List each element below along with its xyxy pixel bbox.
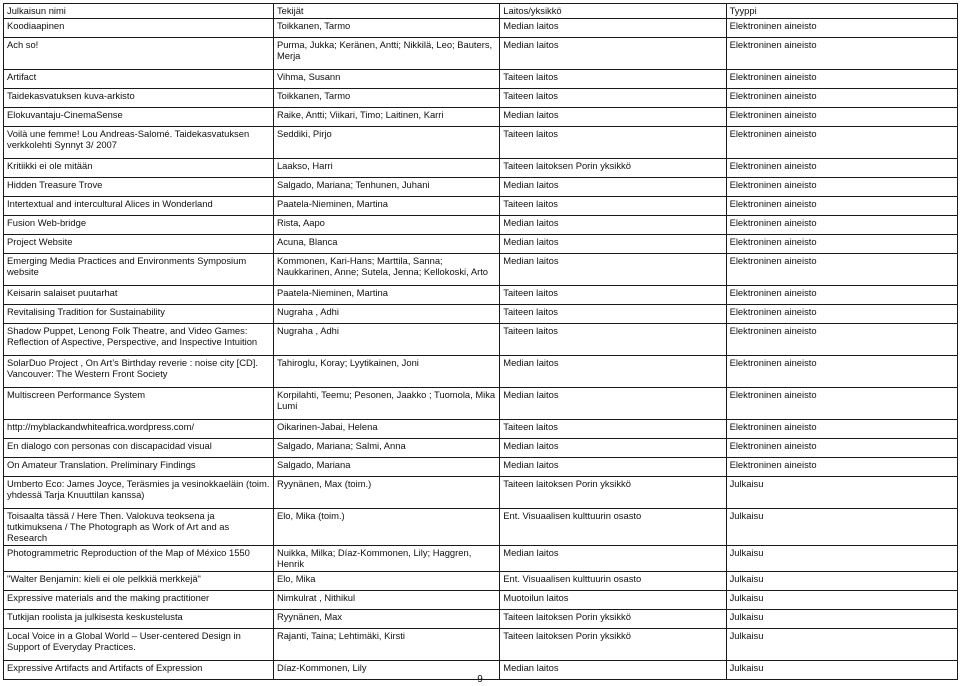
table-row <box>4 254 958 286</box>
row-authors: Rajanti, Taina; Lehtimäki, Kirsti <box>273 629 499 661</box>
row-authors: Oikarinen-Jabai, Helena <box>273 420 499 439</box>
row-type: Julkaisu <box>726 610 957 629</box>
row-type: Julkaisu <box>726 477 957 509</box>
row-authors: Ryynänen, Max <box>273 610 499 629</box>
table-row <box>4 509 958 546</box>
row-type: Elektroninen aineisto <box>726 197 957 216</box>
table-row <box>4 477 958 509</box>
row-title: Emerging Media Practices and Environments Symposium website <box>4 254 274 286</box>
row-unit: Taiteen laitos <box>500 89 726 108</box>
table-row <box>4 108 958 127</box>
row-type: Julkaisu <box>726 591 957 610</box>
row-type: Elektroninen aineisto <box>726 388 957 420</box>
row-unit: Taiteen laitoksen Porin yksikkö <box>500 610 726 629</box>
table-row <box>4 388 958 420</box>
row-unit: Taiteen laitos <box>500 305 726 324</box>
row-authors: Díaz-Kommonen, Lily <box>273 661 499 680</box>
row-unit: Ent. Visuaalisen kulttuurin osasto <box>500 572 726 591</box>
row-unit: Taiteen laitoksen Porin yksikkö <box>500 629 726 661</box>
header-title: Julkaisun nimi <box>4 4 274 19</box>
row-unit: Taiteen laitos <box>500 286 726 305</box>
publications-table <box>3 3 958 680</box>
row-type: Julkaisu <box>726 509 957 546</box>
row-unit: Taiteen laitos <box>500 127 726 159</box>
page-number: 9 <box>477 674 483 685</box>
row-unit: Median laitos <box>500 108 726 127</box>
row-title: Taidekasvatuksen kuva-arkisto <box>4 89 274 108</box>
row-authors: Paatela-Nieminen, Martina <box>273 197 499 216</box>
row-unit: Taiteen laitos <box>500 197 726 216</box>
row-authors: Salgado, Mariana; Tenhunen, Juhani <box>273 178 499 197</box>
row-authors: Salgado, Mariana; Salmi, Anna <box>273 439 499 458</box>
row-unit: Taiteen laitoksen Porin yksikkö <box>500 477 726 509</box>
row-authors: Salgado, Mariana <box>273 458 499 477</box>
row-unit: Median laitos <box>500 439 726 458</box>
table-row <box>4 610 958 629</box>
row-unit: Taiteen laitos <box>500 70 726 89</box>
row-authors: Acuna, Blanca <box>273 235 499 254</box>
row-unit: Median laitos <box>500 458 726 477</box>
table-row <box>4 420 958 439</box>
row-type: Julkaisu <box>726 629 957 661</box>
table-row <box>4 286 958 305</box>
row-unit: Median laitos <box>500 661 726 680</box>
row-authors: Purma, Jukka; Keränen, Antti; Nikkilä, Leo; Bauters, Merja <box>273 38 499 70</box>
row-title: Toisaalta tässä / Here Then. Valokuva teoksena ja tutkimuksena / The Photograph as Work of Art and as Research <box>4 509 274 546</box>
row-unit: Median laitos <box>500 388 726 420</box>
row-unit: Median laitos <box>500 254 726 286</box>
table-row <box>4 216 958 235</box>
table-row <box>4 70 958 89</box>
row-title: Koodiaapinen <box>4 19 274 38</box>
row-authors: Seddiki, Pirjo <box>273 127 499 159</box>
row-title: Expressive materials and the making practitioner <box>4 591 274 610</box>
row-unit: Muotoilun laitos <box>500 591 726 610</box>
row-authors: Nuikka, Milka; Díaz-Kommonen, Lily; Haggren, Henrik <box>273 546 499 572</box>
row-title: Multiscreen Performance System <box>4 388 274 420</box>
table-row <box>4 546 958 572</box>
row-type: Elektroninen aineisto <box>726 89 957 108</box>
row-unit: Ent. Visuaalisen kulttuurin osasto <box>500 509 726 546</box>
row-authors: Korpilahti, Teemu; Pesonen, Jaakko ; Tuomola, Mika Lumi <box>273 388 499 420</box>
table-row <box>4 19 958 38</box>
row-unit: Taiteen laitos <box>500 420 726 439</box>
table-row <box>4 458 958 477</box>
row-title: Ach so! <box>4 38 274 70</box>
table-row <box>4 178 958 197</box>
row-title: Fusion Web-bridge <box>4 216 274 235</box>
row-authors: Nimkulrat , Nithikul <box>273 591 499 610</box>
row-title: Revitalising Tradition for Sustainability <box>4 305 274 324</box>
row-authors: Kommonen, Kari-Hans; Marttila, Sanna; Naukkarinen, Anne; Sutela, Jenna; Kellokoski, Arto <box>273 254 499 286</box>
row-title: Umberto Eco: James Joyce, Teräsmies ja vesinokkaeläin (toim. yhdessä Tarja Knuuttilan kanssa) <box>4 477 274 509</box>
table-row <box>4 127 958 159</box>
row-title: Expressive Artifacts and Artifacts of Expression <box>4 661 274 680</box>
table-row <box>4 356 958 388</box>
row-authors: Vihma, Susann <box>273 70 499 89</box>
row-type: Elektroninen aineisto <box>726 356 957 388</box>
row-type: Elektroninen aineisto <box>726 305 957 324</box>
table-row <box>4 197 958 216</box>
row-type: Elektroninen aineisto <box>726 216 957 235</box>
row-authors: Laakso, Harri <box>273 159 499 178</box>
row-type: Julkaisu <box>726 572 957 591</box>
table-row <box>4 439 958 458</box>
row-type: Elektroninen aineisto <box>726 19 957 38</box>
row-authors: Raike, Antti; Viikari, Timo; Laitinen, Karri <box>273 108 499 127</box>
table-row <box>4 89 958 108</box>
row-title: Keisarin salaiset puutarhat <box>4 286 274 305</box>
row-authors: Nugraha , Adhi <box>273 305 499 324</box>
row-type: Elektroninen aineisto <box>726 458 957 477</box>
row-title: Local Voice in a Global World – User-centered Design in Support of Everyday Practices. <box>4 629 274 661</box>
row-title: "Walter Benjamin: kieli ei ole pelkkiä merkkejä" <box>4 572 274 591</box>
row-type: Elektroninen aineisto <box>726 439 957 458</box>
row-unit: Taiteen laitos <box>500 324 726 356</box>
row-authors: Elo, Mika (toim.) <box>273 509 499 546</box>
row-title: Voilà une femme! Lou Andreas-Salomé. Taidekasvatuksen verkkolehti Synnyt 3/ 2007 <box>4 127 274 159</box>
row-type: Elektroninen aineisto <box>726 127 957 159</box>
table-row <box>4 572 958 591</box>
row-title: Kritiikki ei ole mitään <box>4 159 274 178</box>
row-title: Tutkijan roolista ja julkisesta keskustelusta <box>4 610 274 629</box>
row-title: Elokuvantaju-CinemaSense <box>4 108 274 127</box>
row-unit: Median laitos <box>500 356 726 388</box>
row-unit: Median laitos <box>500 19 726 38</box>
row-type: Elektroninen aineisto <box>726 178 957 197</box>
row-type: Julkaisu <box>726 661 957 680</box>
row-type: Elektroninen aineisto <box>726 235 957 254</box>
row-title: Photogrammetric Reproduction of the Map of México 1550 <box>4 546 274 572</box>
row-unit: Taiteen laitoksen Porin yksikkö <box>500 159 726 178</box>
header-row <box>4 4 958 19</box>
row-authors: Elo, Mika <box>273 572 499 591</box>
row-type: Elektroninen aineisto <box>726 286 957 305</box>
row-title: SolarDuo Project , On Art’s Birthday reverie : noise city [CD]. Vancouver: The Western Front Society <box>4 356 274 388</box>
row-title: Intertextual and intercultural Alices in Wonderland <box>4 197 274 216</box>
header-type: Tyyppi <box>726 4 957 19</box>
row-title: Project Website <box>4 235 274 254</box>
table-row <box>4 629 958 661</box>
row-unit: Median laitos <box>500 178 726 197</box>
table-row <box>4 235 958 254</box>
table-row <box>4 591 958 610</box>
row-authors: Ryynänen, Max (toim.) <box>273 477 499 509</box>
row-authors: Toikkanen, Tarmo <box>273 19 499 38</box>
table-row <box>4 305 958 324</box>
row-title: http://myblackandwhiteafrica.wordpress.com/ <box>4 420 274 439</box>
table-row <box>4 38 958 70</box>
row-authors: Tahiroglu, Koray; Lyytikainen, Joni <box>273 356 499 388</box>
row-type: Elektroninen aineisto <box>726 420 957 439</box>
header-authors: Tekijät <box>273 4 499 19</box>
row-title: On Amateur Translation. Preliminary Findings <box>4 458 274 477</box>
row-type: Elektroninen aineisto <box>726 159 957 178</box>
row-type: Elektroninen aineisto <box>726 108 957 127</box>
row-unit: Median laitos <box>500 235 726 254</box>
row-type: Julkaisu <box>726 546 957 572</box>
row-unit: Median laitos <box>500 216 726 235</box>
row-title: Hidden Treasure Trove <box>4 178 274 197</box>
row-authors: Nugraha , Adhi <box>273 324 499 356</box>
row-unit: Median laitos <box>500 38 726 70</box>
row-type: Elektroninen aineisto <box>726 38 957 70</box>
row-type: Elektroninen aineisto <box>726 254 957 286</box>
row-unit: Median laitos <box>500 546 726 572</box>
row-title: En dialogo con personas con discapacidad visual <box>4 439 274 458</box>
row-title: Shadow Puppet, Lenong Folk Theatre, and Video Games: Reflection of Aspective, Perspective, and Inspective Intuition <box>4 324 274 356</box>
row-type: Elektroninen aineisto <box>726 324 957 356</box>
row-authors: Toikkanen, Tarmo <box>273 89 499 108</box>
row-title: Artifact <box>4 70 274 89</box>
table-row <box>4 159 958 178</box>
table-row <box>4 324 958 356</box>
row-type: Elektroninen aineisto <box>726 70 957 89</box>
row-authors: Rista, Aapo <box>273 216 499 235</box>
row-authors: Paatela-Nieminen, Martina <box>273 286 499 305</box>
header-unit: Laitos/yksikkö <box>500 4 726 19</box>
